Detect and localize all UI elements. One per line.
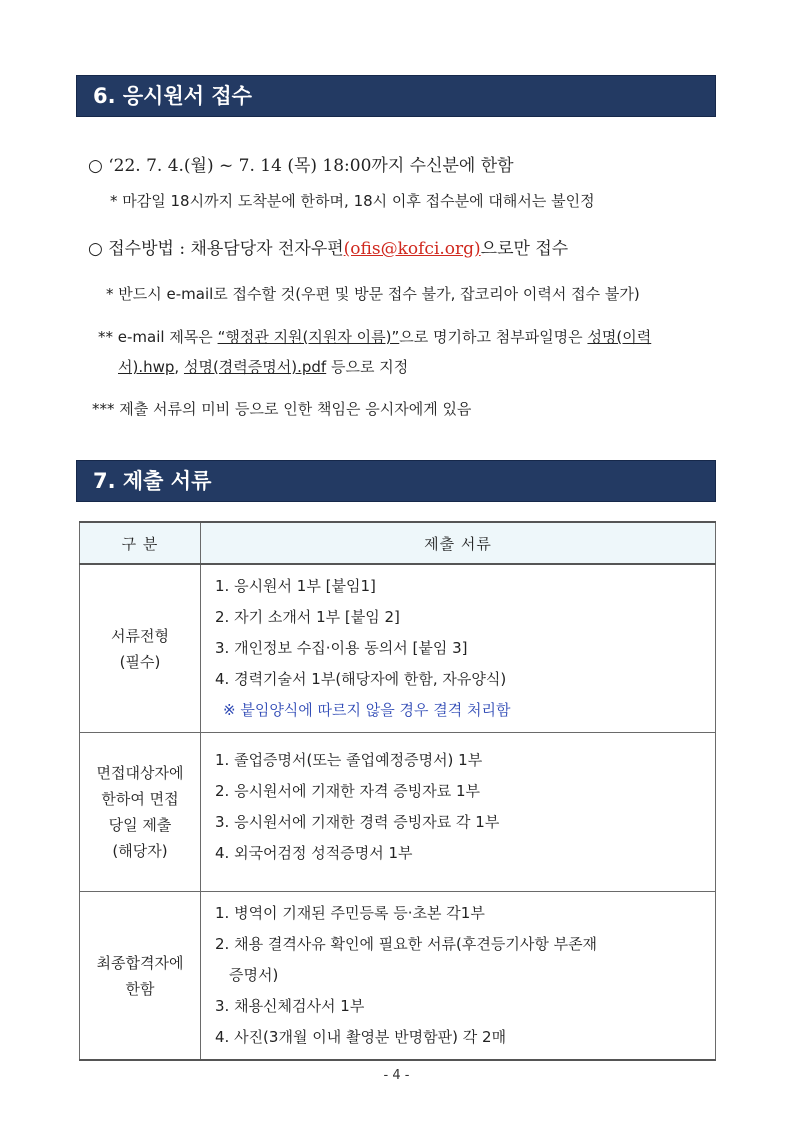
note-2-suffix: 등으로 지정 <box>326 358 409 376</box>
note-3: *** 제출 서류의 미비 등으로 인한 책임은 응시자에게 있음 <box>92 400 472 418</box>
list-item: 2. 채용 결격사유 확인에 필요한 서류(후견등기사항 부존재 <box>215 935 598 953</box>
method-line <box>88 234 568 259</box>
list-item: 3. 채용신체검사서 1부 <box>215 997 365 1015</box>
method-prefix: ○ 접수방법 : 채용담당자 전자우편 <box>88 239 344 259</box>
section-6-header: 6. 응시원서 접수 <box>76 75 716 117</box>
form-warning-note: ※ 붙임양식에 따르지 않을 경우 결격 처리함 <box>223 701 511 719</box>
category-text: (해당자) <box>112 842 168 860</box>
list-item: 3. 개인정보 수집·이용 동의서 [붙임 3] <box>215 639 468 657</box>
list-item: 2. 자기 소개서 1부 [붙임 2] <box>215 608 400 626</box>
note-2-file1-a: 성명(이력 <box>587 328 652 346</box>
method-suffix: 으로만 접수 <box>480 239 569 259</box>
category-text: (필수) <box>119 652 161 671</box>
header-category: 구 분 <box>80 522 201 564</box>
list-item: 4. 외국어검정 성적증명서 1부 <box>215 844 413 862</box>
category-text: 한하여 면접 <box>101 790 179 808</box>
category-text: 면접대상자에 <box>96 764 184 782</box>
row-category <box>80 892 201 1061</box>
note-2-middle: 으로 명기하고 첨부파일명은 <box>399 328 588 346</box>
row-items <box>201 564 716 733</box>
table-header-row <box>80 522 716 564</box>
header-documents: 제출 서류 <box>201 522 716 564</box>
table-row <box>80 564 716 733</box>
note-2-line2 <box>118 356 408 377</box>
list-item: 3. 응시원서에 기재한 경력 증빙자료 각 1부 <box>215 813 500 831</box>
deadline-note: * 마감일 18시까지 도착분에 한하며, 18시 이후 접수분에 대해서는 불인정 <box>110 192 595 210</box>
note-2-line1 <box>98 326 651 347</box>
list-item: 2. 응시원서에 기재한 자격 증빙자료 1부 <box>215 782 481 800</box>
note-1: * 반드시 e-mail로 접수할 것(우편 및 방문 접수 불가, 잡코리아 이력서 접수 불가) <box>106 285 640 303</box>
note-2-file1-b: 서).hwp <box>118 358 175 376</box>
note-2-file2: 성명(경력증명서).pdf <box>183 358 327 376</box>
category-text: 한함 <box>125 979 155 998</box>
category-text: 서류전형 <box>111 626 169 645</box>
row-items <box>201 892 716 1061</box>
table-row <box>80 892 716 1061</box>
table-row <box>80 733 716 892</box>
documents-table <box>79 521 716 1061</box>
list-item: 4. 경력기술서 1부(해당자에 한함, 자유양식) <box>215 670 507 688</box>
list-item: 1. 졸업증명서(또는 졸업예정증명서) 1부 <box>215 751 483 769</box>
category-text: 최종합격자에 <box>96 953 184 972</box>
note-2-subject: “행정관 지원(지원자 이름)” <box>217 328 400 346</box>
list-item: 1. 응시원서 1부 [붙임1] <box>215 577 376 595</box>
row-items <box>201 733 716 892</box>
note-2-prefix: ** e-mail 제목은 <box>98 328 218 346</box>
note-2-comma: , <box>174 358 184 376</box>
row-category <box>80 733 201 892</box>
list-item: 증명서) <box>229 966 279 984</box>
list-item: 4. 사진(3개월 이내 촬영분 반명함판) 각 2매 <box>215 1028 507 1046</box>
row-category <box>80 564 201 733</box>
category-text: 당일 제출 <box>108 816 172 834</box>
section-7-header: 7. 제출 서류 <box>76 460 716 502</box>
email-link[interactable]: (ofis@kofci.org) <box>343 239 481 259</box>
deadline-line: ○ ‘22. 7. 4.(월) ~ 7. 14 (목) 18:00까지 수신분에 한함 <box>88 156 514 176</box>
page-number: - 4 - <box>383 1068 410 1083</box>
list-item: 1. 병역이 기재된 주민등록 등·초본 각1부 <box>215 904 485 922</box>
